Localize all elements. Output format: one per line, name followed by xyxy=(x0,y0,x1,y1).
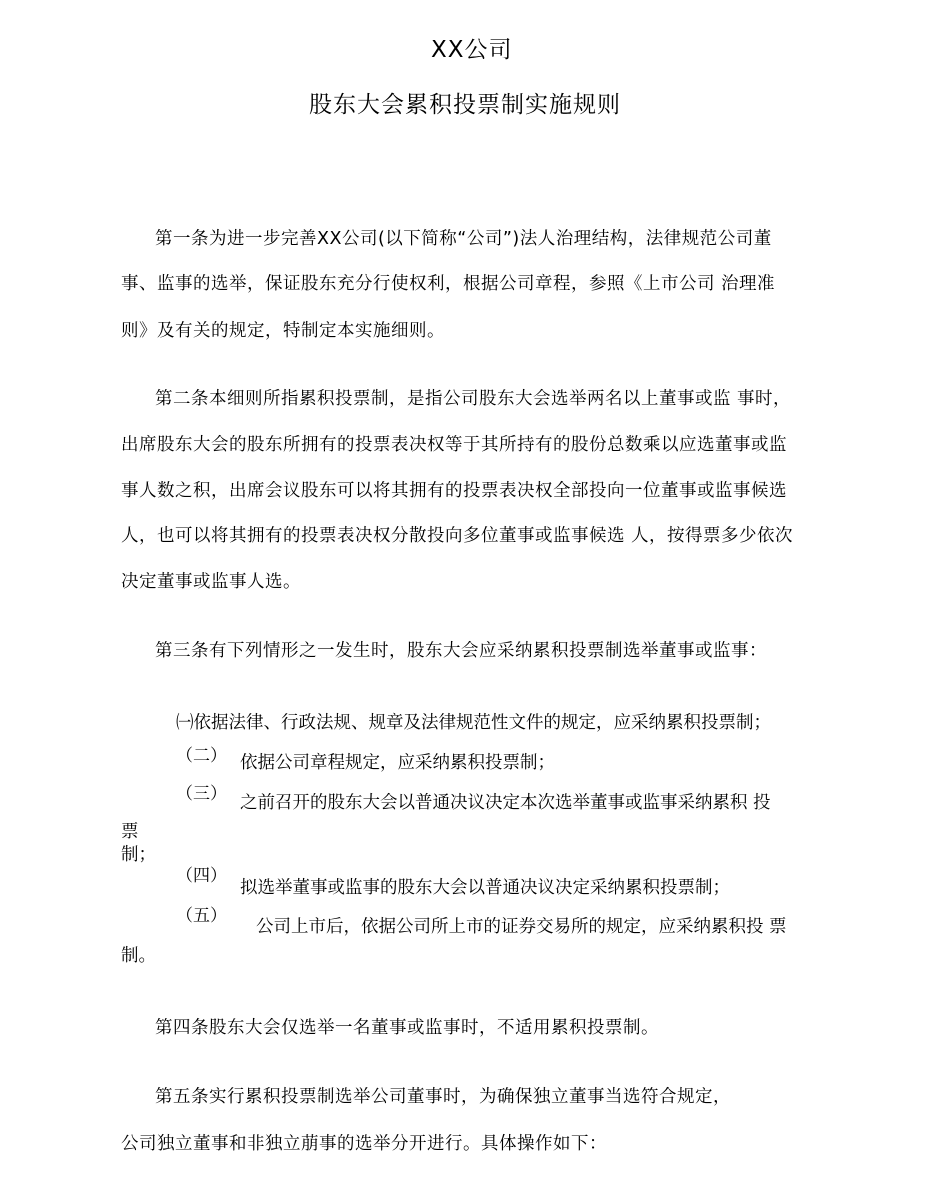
article-2-line-2: 出席股东大会的股东所拥有的投票表决权等于其所持有的股份总数乘以应选董事或监 xyxy=(121,435,787,455)
article-1-line-2: 事、监事的选举，保证股东充分行使权利，根据公司章程，参照《上市公司 治理准 xyxy=(121,274,776,294)
article-3-item-3-wrap-1: 票 xyxy=(121,822,139,842)
article-3-item-5-number: （五） xyxy=(176,906,227,926)
article-3-item-4-text: 拟选举董事或监事的股东大会以普通决议决定采纳累积投票制； xyxy=(240,878,730,898)
article-3-item-2-text: 依据公司章程规定，应采纳累积投票制； xyxy=(240,753,555,773)
article-3-intro: 第三条有下列情形之一发生时，股东大会应采纳累积投票制选举董事或监事： xyxy=(155,641,767,661)
document-title: 股东大会累积投票制实施规则 xyxy=(309,92,621,118)
article-2-line-4: 人，也可以将其拥有的投票表决权分散投向多位董事或监事候选 人，按得票多少依次 xyxy=(121,526,794,546)
article-2-line-1: 第二条本细则所指累积投票制，是指公司股东大会选举两名以上董事或监 事时， xyxy=(155,389,792,409)
article-5-line-1: 第五条实行累积投票制选举公司董事时，为确保独立董事当选符合规定， xyxy=(155,1087,731,1107)
article-1-line-3: 则》及有关的规定，特制定本实施细则。 xyxy=(121,321,445,341)
article-3-item-1: ㈠依据法律、行政法规、规章及法律规范性文件的规定，应采纳累积投票制； xyxy=(176,713,771,733)
article-2-line-5: 决定董事或监事人选。 xyxy=(121,572,301,592)
article-2-line-3: 事人数之积，出席会议股东可以将其拥有的投票表决权全部投向一位董事或监事候选 xyxy=(121,481,787,501)
article-3-item-3-wrap-2: 制； xyxy=(121,845,156,865)
article-3-item-4-number: （四） xyxy=(176,866,227,886)
article-3-item-2-number: （二） xyxy=(176,746,227,766)
article-1-line-1: 第一条为进一步完善XX公司(以下简称“公司”)法人治理结构，法律规范公司董 xyxy=(155,229,772,249)
article-3-item-5-wrap: 制。 xyxy=(121,946,156,966)
article-3-item-3-text: 之前召开的股东大会以普通决议决定本次选举董事或监事采纳累积 投 xyxy=(240,793,771,813)
article-4: 第四条股东大会仅选举一名董事或监事时，不适用累积投票制。 xyxy=(155,1018,659,1038)
article-3-item-5-text: 公司上市后，依据公司所上市的证券交易所的规定，应采纳累积投 票 xyxy=(256,917,787,937)
document-title-company: XX公司 xyxy=(431,37,513,63)
article-5-line-2: 公司独立董事和非独立萠事的选举分开进行。具体操作如下： xyxy=(121,1134,607,1154)
article-3-item-3-number: （三） xyxy=(176,784,227,804)
